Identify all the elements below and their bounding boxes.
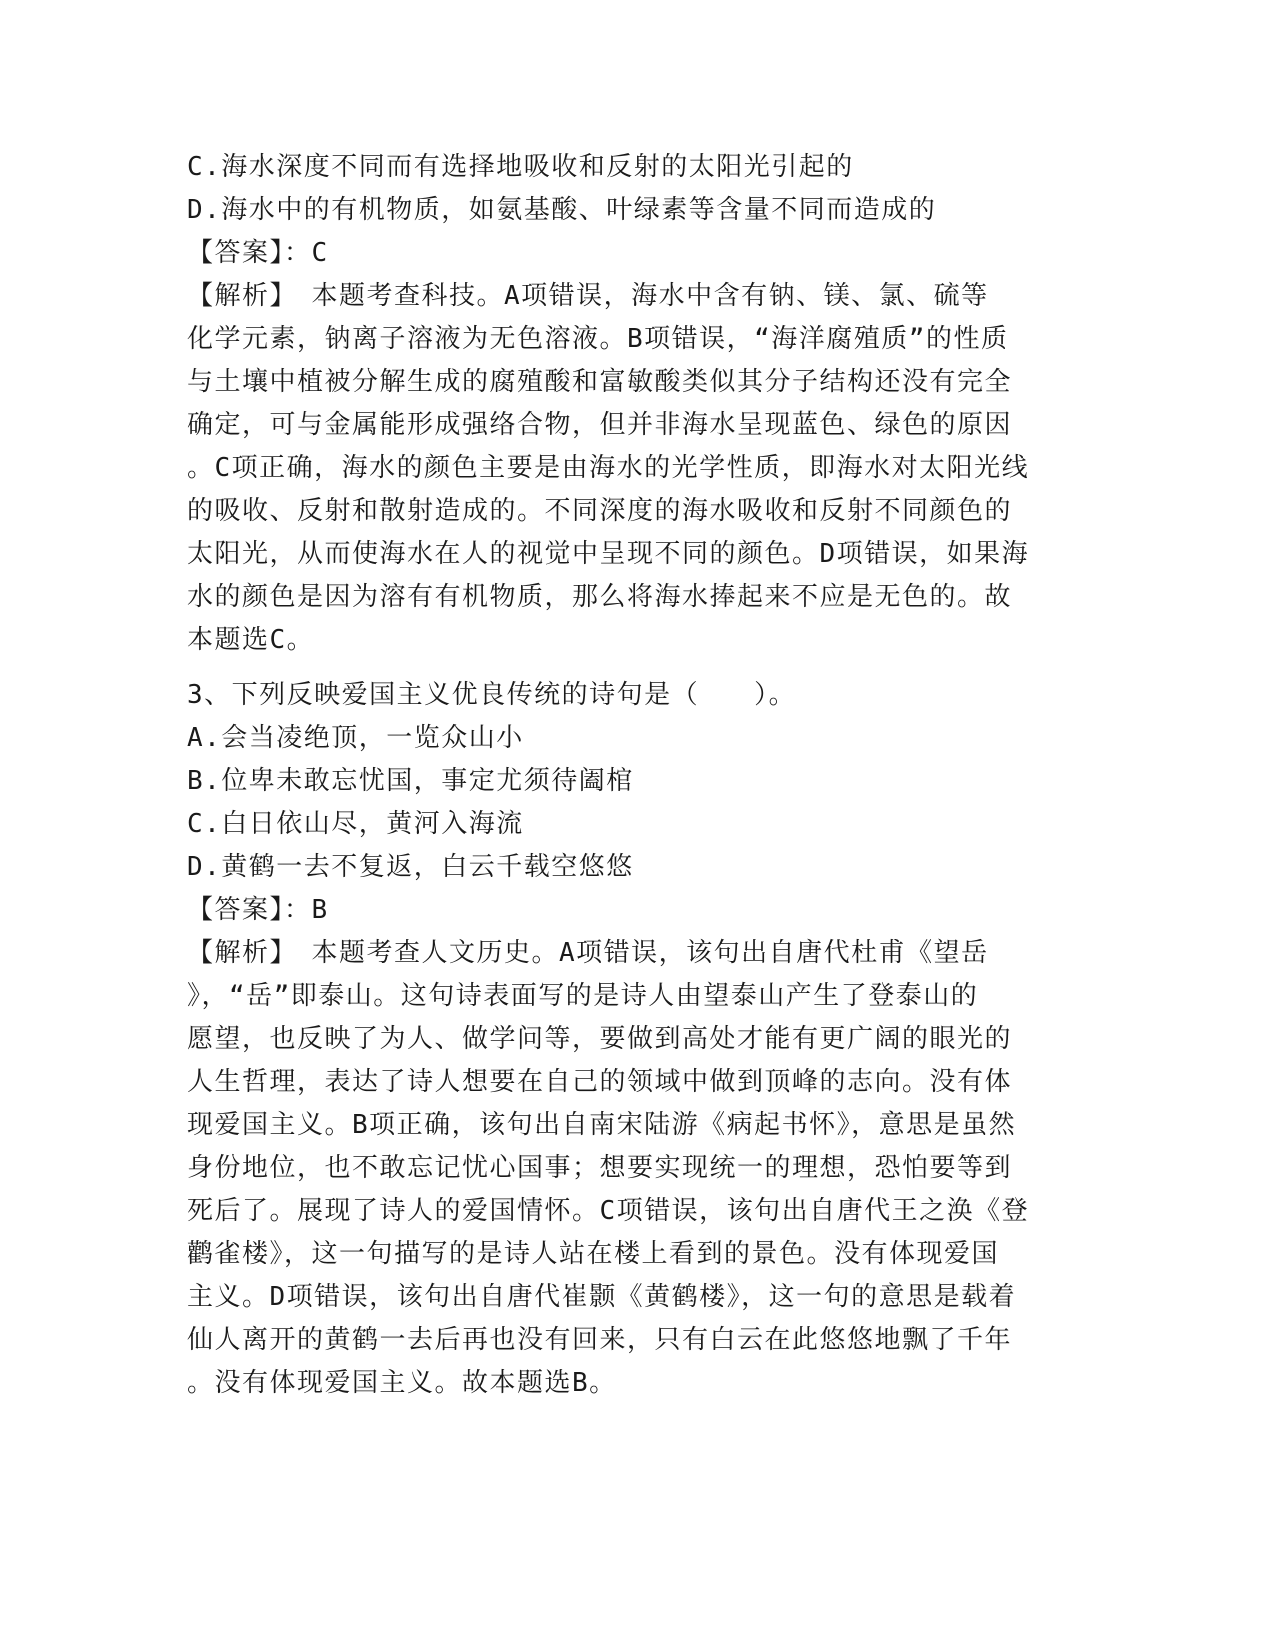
q2-explanation-line: 与土壤中植被分解生成的腐殖酸和富敏酸类似其分子结构还没有完全 <box>187 367 1013 397</box>
q3-option-d: D.黄鹤一去不复返，白云千载空悠悠 <box>187 852 634 882</box>
q2-explanation-line: 太阳光，从而使海水在人的视觉中呈现不同的颜色。D项错误，如果海 <box>187 539 1030 569</box>
q2-option-c: C.海水深度不同而有选择地吸收和反射的太阳光引起的 <box>187 152 854 182</box>
q3-explanation-line: 人生哲理，表达了诗人想要在自己的领域中做到顶峰的志向。没有体 <box>187 1067 1013 1097</box>
q3-explanation-line: 身份地位，也不敢忘记忧心国事；想要实现统一的理想，恐怕要等到 <box>187 1153 1013 1183</box>
q3-explanation-line: 。没有体现爱国主义。故本题选B。 <box>187 1368 617 1398</box>
q3-answer: 【答案】：B <box>187 895 329 925</box>
q2-option-d: D.海水中的有机物质，如氨基酸、叶绿素等含量不同而造成的 <box>187 195 937 225</box>
q3-explanation-line: 鹳雀楼》，这一句描写的是诗人站在楼上看到的景色。没有体现爱国 <box>187 1239 1000 1269</box>
q3-option-b: B.位卑未敢忘忧国，事定尤须待阖棺 <box>187 766 634 796</box>
q3-explanation-line: 现爱国主义。B项正确，该句出自南宋陆游《病起书怀》，意思是虽然 <box>187 1110 1017 1140</box>
q3-explanation-line: 【解析】 本题考查人文历史。A项错误，该句出自唐代杜甫《望岳 <box>187 938 989 968</box>
q3-explanation-line: 》，“岳”即泰山。这句诗表面写的是诗人由望泰山产生了登泰山的 <box>187 981 979 1011</box>
q3-explanation-line: 愿望，也反映了为人、做学问等，要做到高处才能有更广阔的眼光的 <box>187 1024 1013 1054</box>
q2-answer: 【答案】：C <box>187 238 329 268</box>
q3-option-c: C.白日依山尽，黄河入海流 <box>187 809 524 839</box>
q2-explanation-line: 本题选C。 <box>187 625 315 655</box>
q2-explanation-line: 【解析】 本题考查科技。A项错误，海水中含有钠、镁、氯、硫等 <box>187 281 989 311</box>
q2-explanation-line: 水的颜色是因为溶有有机物质，那么将海水捧起来不应是无色的。故 <box>187 582 1013 612</box>
q3-question: 3、下列反映爱国主义优良传统的诗句是（ ）。 <box>187 680 797 710</box>
q2-explanation-line: 。C项正确，海水的颜色主要是由海水的光学性质，即海水对太阳光线 <box>187 453 1030 483</box>
q3-explanation-line: 仙人离开的黄鹤一去后再也没有回来，只有白云在此悠悠地飘了千年 <box>187 1325 1013 1355</box>
q2-explanation-line: 确定，可与金属能形成强络合物，但并非海水呈现蓝色、绿色的原因 <box>187 410 1013 440</box>
q3-explanation-line: 死后了。展现了诗人的爱国情怀。C项错误，该句出自唐代王之涣《登 <box>187 1196 1030 1226</box>
q2-explanation-line: 的吸收、反射和散射造成的。不同深度的海水吸收和反射不同颜色的 <box>187 496 1013 526</box>
q3-option-a: A.会当凌绝顶，一览众山小 <box>187 723 524 753</box>
q2-explanation-line: 化学元素，钠离子溶液为无色溶液。B项错误，“海洋腐殖质”的性质 <box>187 324 1009 354</box>
document-page <box>187 146 1087 1405</box>
section-gap <box>187 662 1087 674</box>
q3-explanation-line: 主义。D项错误，该句出自唐代崔颢《黄鹤楼》，这一句的意思是载着 <box>187 1282 1017 1312</box>
